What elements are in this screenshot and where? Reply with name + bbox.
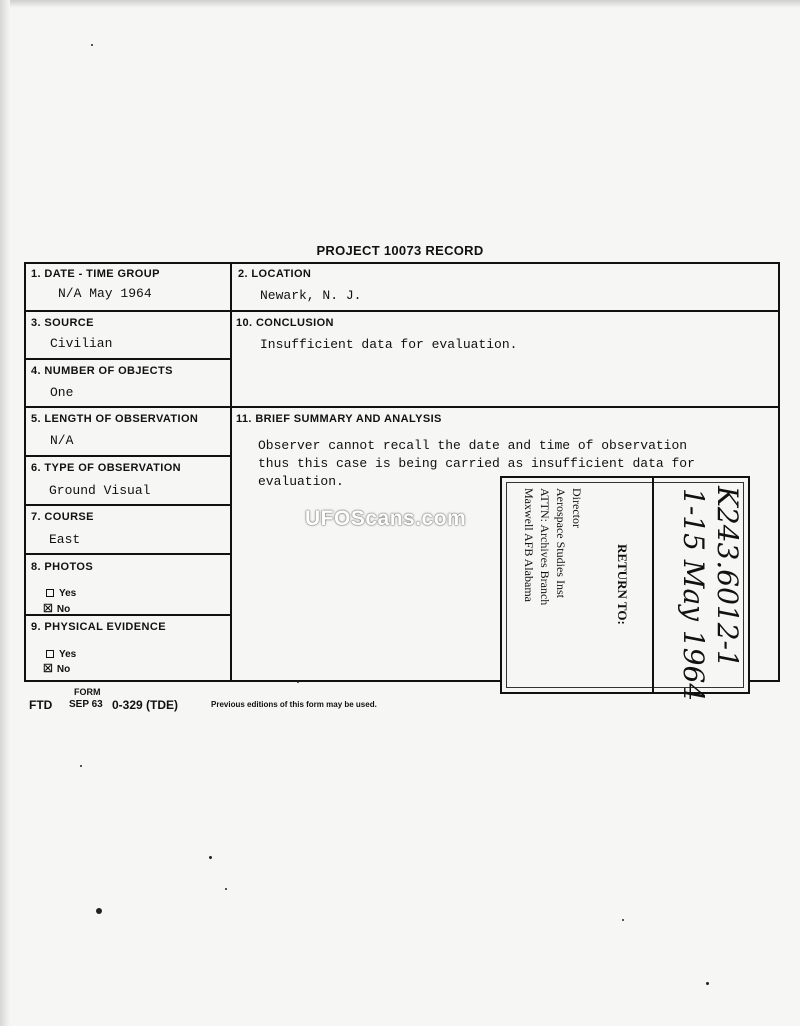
photos-no-option[interactable]: ☒ No	[43, 603, 71, 615]
date-time-group-value: N/A May 1964	[58, 286, 152, 301]
course-value: East	[49, 532, 81, 547]
physical-evidence-no-option[interactable]: ☒ No	[43, 663, 71, 675]
scan-edge-top	[0, 0, 800, 8]
summary-line: Observer cannot recall the date and time of observation	[258, 438, 688, 453]
type-of-observation-value: Ground Visual	[49, 483, 151, 498]
row-divider-left-5	[24, 504, 231, 506]
checkbox-empty-icon	[46, 589, 54, 597]
handwritten-date-range: 1-15 May 1964	[677, 488, 710, 702]
photos-label: 8. PHOTOS	[31, 561, 94, 573]
return-to-stamp	[500, 476, 750, 702]
photos-yes-option[interactable]: Yes	[46, 588, 76, 599]
scan-speck	[209, 856, 212, 859]
source-label: 3. SOURCE	[31, 317, 94, 329]
footer-date: SEP 63	[69, 699, 103, 710]
row-divider-1	[24, 310, 780, 312]
form-title: PROJECT 10073 RECORD	[316, 243, 484, 258]
location-label: 2. LOCATION	[238, 268, 312, 280]
location-value: Newark, N. J.	[260, 288, 362, 303]
length-of-observation-label: 5. LENGTH OF OBSERVATION	[31, 413, 199, 425]
row-divider-left-4	[24, 455, 231, 457]
column-divider	[230, 262, 232, 682]
brief-summary-label: 11. BRIEF SUMMARY AND ANALYSIS	[236, 413, 442, 425]
summary-line: evaluation.	[258, 474, 344, 489]
watermark: UFOScans.com	[305, 507, 467, 530]
physical-evidence-label: 9. PHYSICAL EVIDENCE	[31, 621, 166, 633]
scan-speck	[622, 919, 624, 921]
type-of-observation-label: 6. TYPE OF OBSERVATION	[31, 462, 181, 474]
footer-ftd: FTD	[29, 698, 53, 712]
handwritten-reference: K243.6012-1	[711, 486, 744, 668]
date-time-group-label: 1. DATE - TIME GROUP	[31, 268, 160, 280]
scan-speck	[80, 765, 82, 767]
row-divider-3	[24, 406, 780, 408]
stamp-address-line: Aerospace Studies Inst	[554, 488, 568, 598]
scan-speck	[706, 982, 709, 985]
number-of-objects-label: 4. NUMBER OF OBJECTS	[31, 365, 173, 377]
footer-note: Previous editions of this form may be used.	[211, 700, 377, 709]
stamp-divider	[652, 478, 654, 692]
checkbox-x-icon: ☒	[43, 603, 53, 615]
course-label: 7. COURSE	[31, 511, 94, 523]
summary-line: thus this case is being carried as insufficient data for	[258, 456, 695, 471]
length-of-observation-value: N/A	[50, 433, 74, 448]
conclusion-value: Insufficient data for evaluation.	[260, 337, 518, 352]
conclusion-label: 10. CONCLUSION	[236, 317, 334, 329]
footer-form-number: 0-329 (TDE)	[112, 698, 179, 712]
stamp-address-line: ATTN: Archives Branch	[538, 488, 552, 606]
row-divider-left-2	[24, 358, 231, 360]
scan-speck	[297, 681, 299, 683]
scan-edge-left	[0, 0, 10, 1026]
return-to-label: RETURN TO:	[615, 544, 630, 625]
scan-speck	[91, 44, 93, 46]
scan-speck	[96, 908, 102, 914]
number-of-objects-value: One	[50, 385, 74, 400]
stamp-address-line: Maxwell AFB Alabama	[522, 488, 536, 602]
source-value: Civilian	[50, 336, 113, 351]
stamp-address-line: Director	[570, 488, 584, 528]
footer-form-word: FORM	[74, 687, 101, 697]
physical-evidence-yes-option[interactable]: Yes	[46, 649, 76, 660]
scan-speck	[225, 888, 227, 890]
row-divider-left-6	[24, 553, 231, 555]
checkbox-x-icon: ☒	[43, 663, 53, 675]
checkbox-empty-icon	[46, 650, 54, 658]
